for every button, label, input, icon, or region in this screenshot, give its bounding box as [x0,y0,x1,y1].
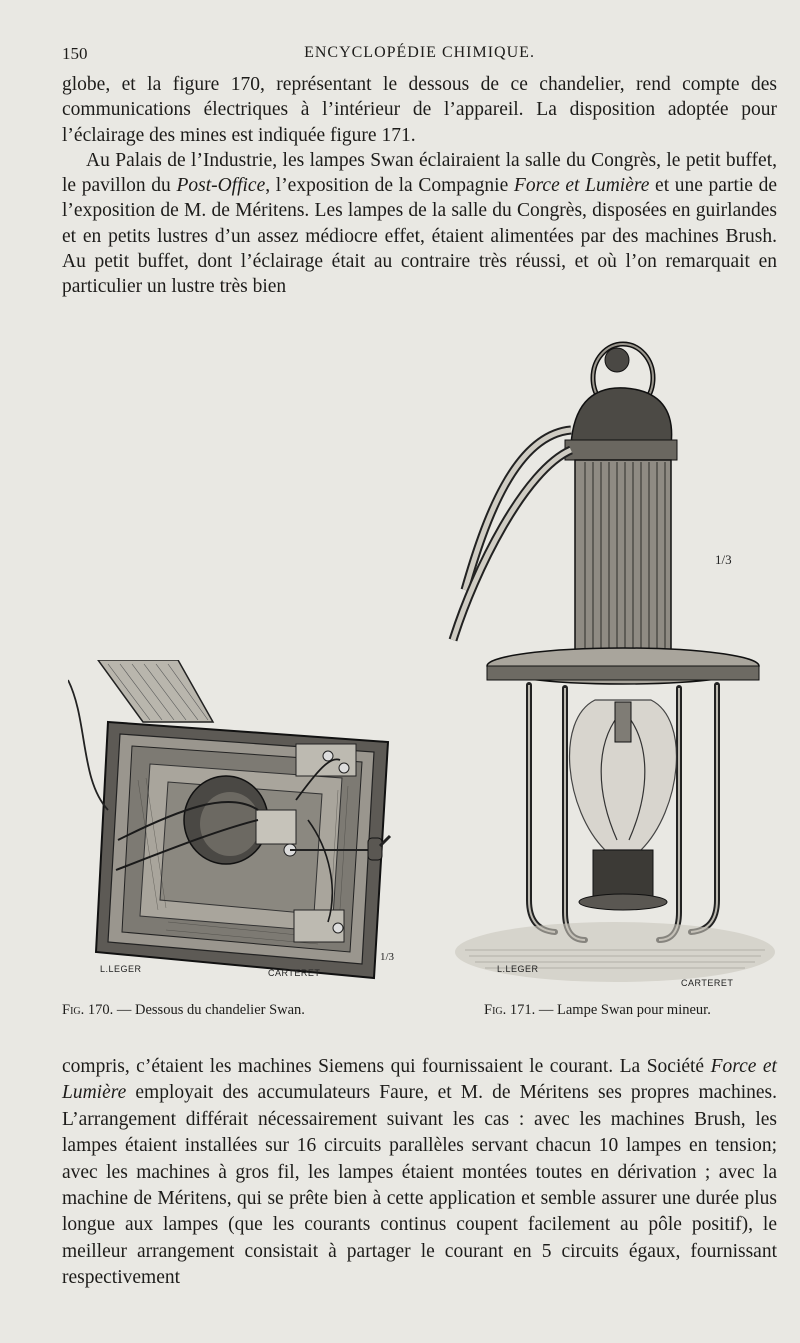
page-header [62,40,777,68]
figure-171-scale: 1/3 [715,552,732,567]
paragraph-3 [62,1054,777,1292]
figure-171-signature-right: CARTERET [681,978,734,988]
running-title: ENCYCLOPÉDIE CHIMIQUE. [304,44,535,61]
figure-170-scale: 1/3 [380,951,395,963]
paragraph-2-italic-b: Force et Lumière [513,175,650,197]
paragraph-2 [62,148,777,300]
paragraph-3-italic-a: Force et Lumière [62,1056,777,1104]
figure-171-caption-label: Fig. 171. [484,1002,536,1018]
figure-171-caption [484,1002,784,1019]
figure-170-caption-text: — Dessous du chandelier Swan. [113,1002,305,1018]
figure-170-signature-right: CARTERET [268,968,321,978]
paragraph-2-italic-a: Post-Office [176,175,266,197]
figure-170-illustration [68,660,408,980]
figure-170-caption-label: Fig. 170. [62,1002,114,1018]
paragraph-1: globe, et la figure 170, représentant le dessous de ce chandelier, rend compte des communications électriques à l’intérieur de l’appareil. La disposition adoptée pour l’éclairage des mines est indiquée figure 171. [62,74,777,146]
page-number: 150 [62,44,88,63]
paragraph-3-text-b: employait des accumulateurs Faure, et M. de Méritens ses propres machines. L’arrangement différait nécessairement suivant les cas : avec les machines Brush, les lampes étaient installées sur 16 circuits parallèles servant chacun 10 lampes en tension; avec les machines à gros fil, les lampes étaient montées toutes en dérivation ; avec la machine de Méritens, qui se prête bien à cette application et semble assurer une durée plus longue aux lampes (que les courants continus coupent facilement au pôle positif), le meilleur arrangement consistait à partager le courant en 5 circuits égaux, fournissant respectivement [62,1082,777,1289]
figure-171-signature-left: L.LEGER [497,964,539,974]
paragraph-2-text-c: et une partie de l’exposition de M. de Méritens. Les lampes de la salle du Congrès, disposées en guirlandes et en petits lustres d’un assez médiocre effet, étaient alimentées par des machines Brush. Au petit buffet, dont l’éclairage était au contraire très réussi, et où l’on remarquait en particulier un lustre très bien [62,175,778,298]
figure-170-caption [62,1002,392,1019]
figure-171-caption-text: — Lampe Swan pour mineur. [535,1002,711,1018]
text-block-top [62,72,777,300]
text-block-bottom [62,1054,777,1292]
figure-171-illustration [445,340,785,990]
figure-170-signature-left: L.LEGER [100,964,142,974]
paragraph-2-text-b: , l’exposition de la Compagnie [265,175,514,197]
paragraph-3-text-a: compris, c’étaient les machines Siemens qui fournissaient le courant. La Société [62,1056,711,1077]
paragraph-2-text-a: Au Palais de l’Industrie, les lampes Swan éclairaient la salle du Congrès, le petit buffet, le pavillon du [62,149,777,197]
